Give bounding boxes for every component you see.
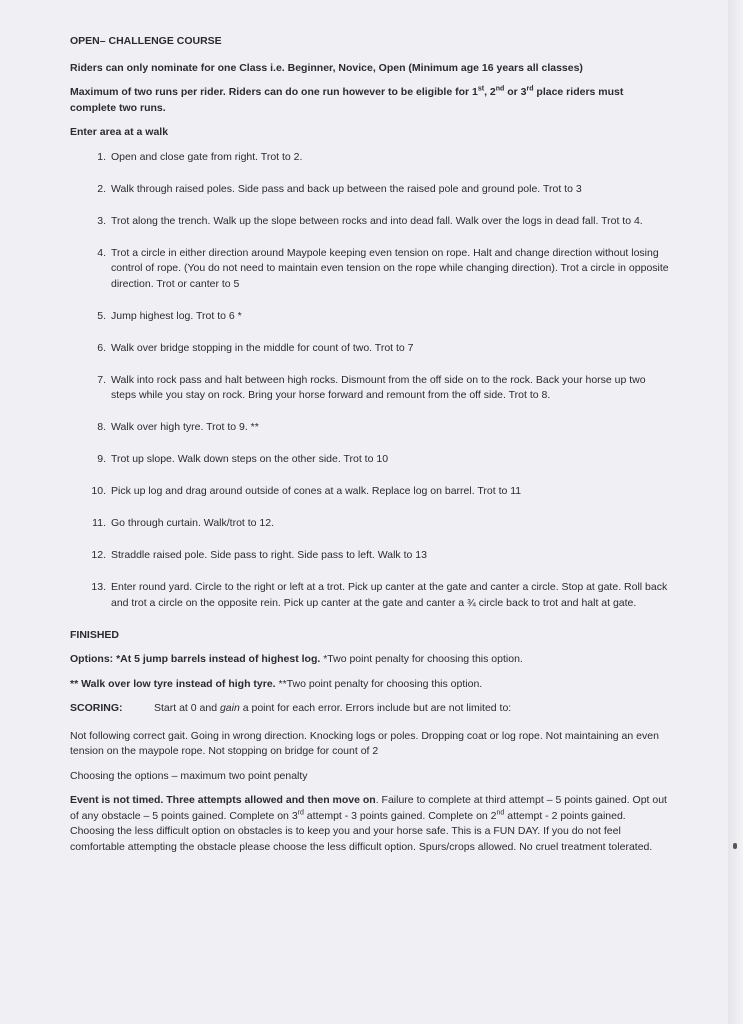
scoring-label: SCORING:	[70, 702, 123, 714]
ink-mark	[733, 843, 737, 849]
course-steps	[70, 150, 670, 612]
list-item: 8. Walk over high tyre. Trot to 9. **	[97, 421, 259, 433]
scoring-text: Start at 0 and gain a point for each error. Errors include but are not limited to:	[154, 702, 512, 714]
list-item: 13. Enter round yard. Circle to the right or left at a trot. Pick up canter at the gate and canter a circle. Stop at gate. Roll back and trot a circle on the opposite rein. Pick up canter at the gate and canter a ¾ circle back to trot and halt at gate.	[91, 581, 668, 609]
event-rules: Event is not timed. Three attempts allowed and then move on. Failure to complete at third attempt – 5 points gained. Opt out of any obstacle – 5 points gained. Complete on 3rd attempt - 3 points gained. Complete on 2nd attempt - 2 points gained. Choosing the less difficult option on obstacles is to keep you and your horse safe. This is a FUN DAY. If you do not feel comfortable attempting the obstacle please choose the less difficult option. Spurs/crops allowed. No cruel treatment tolerated.	[70, 794, 667, 853]
list-item: 12. Straddle raised pole. Side pass to right. Side pass to left. Walk to 13	[91, 549, 427, 561]
list-item: 9. Trot up slope. Walk down steps on the other side. Trot to 10	[97, 453, 389, 465]
runs-rule: Maximum of two runs per rider. Riders can do one run however to be eligible for 1st, 2nd or 3rd place riders must complete two runs.	[70, 85, 624, 114]
page-edge	[728, 0, 743, 1024]
list-item: 1. Open and close gate from right. Trot to 2.	[97, 150, 303, 163]
list-item: 2. Walk through raised poles. Side pass and back up between the raised pole and ground pole. Trot to 3	[97, 182, 582, 195]
list-item: 10. Pick up log and drag around outside of cones at a walk. Replace log on barrel. Trot to 11	[91, 485, 522, 497]
list-item: 11. Go through curtain. Walk/trot to 12.	[92, 517, 275, 529]
list-item: 4. Trot a circle in either direction around Maypole keeping even tension on rope. Halt and change direction without losing control of rope. (You do not need to maintain even tension on the rope while changing direction). Trot a circle in opposite direction. Trot or canter to 5	[97, 246, 669, 290]
option-two: ** Walk over low tyre instead of high tyre. **Two point penalty for choosing this option.	[70, 677, 483, 690]
enter-instruction: Enter area at a walk	[70, 126, 169, 138]
class-rule: Riders can only nominate for one Class i.e. Beginner, Novice, Open (Minimum age 16 years all classes)	[70, 61, 583, 74]
finished-heading: FINISHED	[70, 628, 120, 641]
list-item: 5. Jump highest log. Trot to 6 *	[97, 309, 242, 322]
list-item: 7. Walk into rock pass and halt between high rocks. Dismount from the off side on to the rock. Back your horse up two steps while you stay on rock. Bring your horse forward and remount from the off side. Trot to 8.	[97, 373, 646, 401]
errors-list: Not following correct gait. Going in wrong direction. Knocking logs or poles. Dropping coat or log rope. Not maintaining an even tension on the maypole rope. Not stopping on bridge for count of 2	[70, 729, 659, 757]
scoring-row	[70, 701, 670, 717]
document-title: OPEN– CHALLENGE COURSE	[70, 35, 222, 47]
list-item: 6. Walk over bridge stopping in the middle for count of two. Trot to 7	[97, 341, 414, 354]
list-item: 3. Trot along the trench. Walk up the slope between rocks and into dead fall. Walk over the logs in dead fall. Trot to 4.	[97, 214, 643, 227]
options-penalty: Choosing the options – maximum two point penalty	[70, 769, 308, 782]
option-one: Options: *At 5 jump barrels instead of highest log. *Two point penalty for choosing this option.	[70, 653, 523, 665]
document-body	[70, 34, 670, 864]
